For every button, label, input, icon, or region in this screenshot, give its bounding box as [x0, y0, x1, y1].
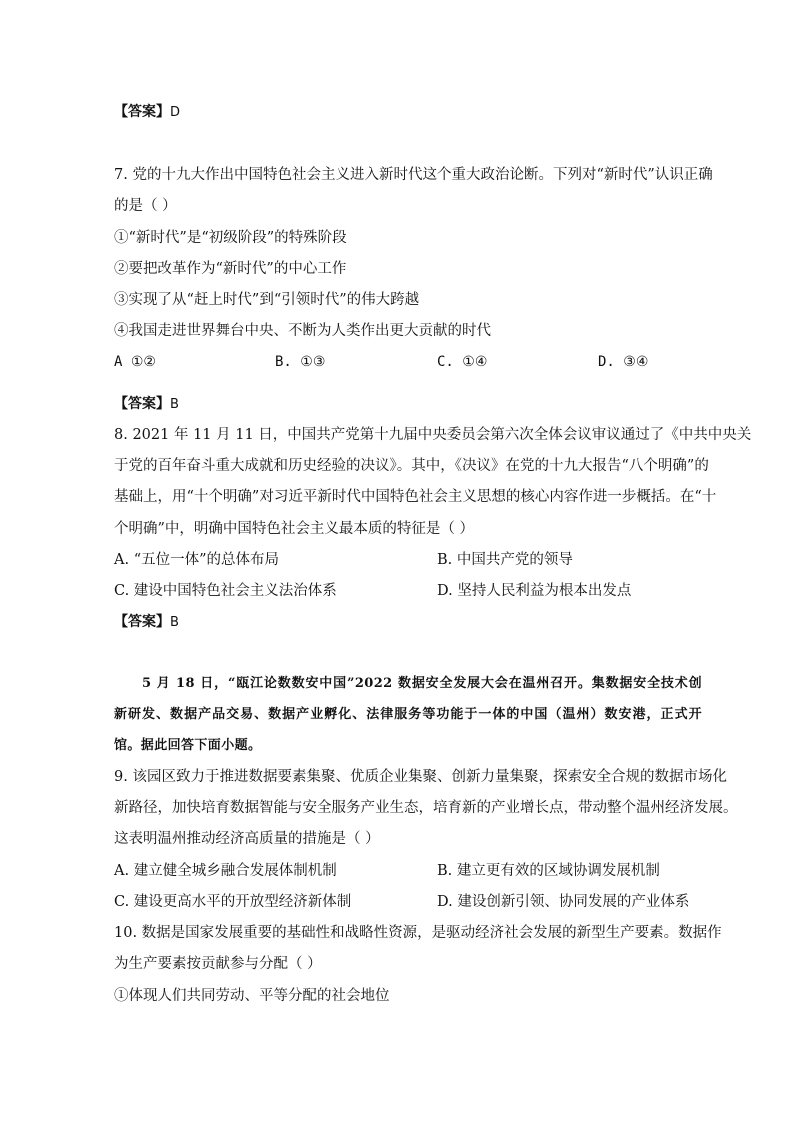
- material-line-1: 5 月 18 日，“瓯江论数数安中国”2022 数据安全发展大会在温州召开。集数据安全技术创: [142, 676, 702, 691]
- q8-stem-line-4: 个明确”中，明确中国特色社会主义最本质的特征是（ ）: [114, 521, 475, 537]
- answer-value: B: [170, 615, 179, 630]
- answer-value: D: [170, 105, 181, 120]
- q7-stem-line-2: 的是（ ）: [114, 198, 177, 214]
- answer-7: [114, 394, 179, 415]
- answer-label: 【答案】: [114, 396, 170, 412]
- q8-stem-line-3: 基础上，用“十个明确”对习近平新时代中国特色社会主义思想的核心内容作进一步概括。在“十: [114, 489, 717, 505]
- answer-label: 【答案】: [114, 614, 170, 630]
- q7-option-d: D. ③④: [598, 354, 649, 370]
- q8-option-a: A. “五位一体”的总体布局: [114, 552, 280, 568]
- answer-8: [114, 612, 179, 633]
- q10-stem-line-2: 为生产要素按贡献参与分配（ ）: [114, 956, 322, 972]
- q9-option-d: D. 建设创新引领、协同发展的产业体系: [437, 894, 690, 910]
- q9-stem-line-1: 9. 该园区致力于推进数据要素集聚、优质企业集聚、创新力量集聚，探索安全合规的数据市场化: [114, 769, 727, 785]
- q10-statement-1: ①体现人们共同劳动、平等分配的社会地位: [114, 988, 390, 1004]
- answer-value: B: [170, 397, 179, 412]
- q7-option-b: B. ①③: [275, 354, 326, 370]
- q9-option-a: A. 建立健全城乡融合发展体制机制: [114, 863, 337, 879]
- q7-option-c: C. ①④: [437, 354, 488, 370]
- material-line-3: 馆。据此回答下面小题。: [114, 738, 262, 753]
- q8-option-d: D. 坚持人民利益为根本出发点: [437, 583, 632, 599]
- q9-stem-line-3: 这表明温州推动经济高质量的措施是（ ）: [114, 831, 380, 847]
- q9-option-c: C. 建设更高水平的开放型经济新体制: [114, 894, 352, 910]
- q7-option-a: A ①②: [114, 354, 156, 370]
- q10-stem-line-1: 10. 数据是国家发展重要的基础性和战略性资源，是驱动经济社会发展的新型生产要素。数据作: [114, 925, 722, 941]
- q8-option-b: B. 中国共产党的领导: [437, 552, 573, 568]
- q8-stem-line-2: 于党的百年奋斗重大成就和历史经验的决议》。其中，《决议》在党的十九大报告“八个明确”的: [114, 458, 709, 474]
- answer-6: [114, 102, 180, 123]
- q8-stem-line-1: 8. 2021 年 11 月 11 日，中国共产党第十九届中央委员会第六次全体会议审议通过了《中共中央关: [114, 427, 752, 443]
- material-line-2: 新研发、数据产品交易、数据产业孵化、法律服务等功能于一体的中国（温州）数安港，正式开: [114, 707, 702, 722]
- q7-statement-4: ④我国走进世界舞台中央、不断为人类作出更大贡献的时代: [114, 323, 491, 339]
- q7-statement-3: ③实现了从“赶上时代”到“引领时代”的伟大跨越: [114, 292, 420, 308]
- q9-stem-line-2: 新路径，加快培育数据智能与安全服务产业生态，培育新的产业增长点，带动整个温州经济发展。: [114, 800, 738, 816]
- q7-statement-2: ②要把改革作为“新时代”的中心工作: [114, 261, 347, 277]
- q9-option-b: B. 建立更有效的区域协调发展机制: [437, 863, 660, 879]
- q8-option-c: C. 建设中国特色社会主义法治体系: [114, 583, 337, 599]
- answer-label: 【答案】: [114, 104, 170, 120]
- q7-statement-1: ①“新时代”是“初级阶段”的特殊阶段: [114, 230, 347, 246]
- q7-stem-line-1: 7. 党的十九大作出中国特色社会主义进入新时代这个重大政治论断。下列对“新时代”认识正确: [114, 167, 713, 183]
